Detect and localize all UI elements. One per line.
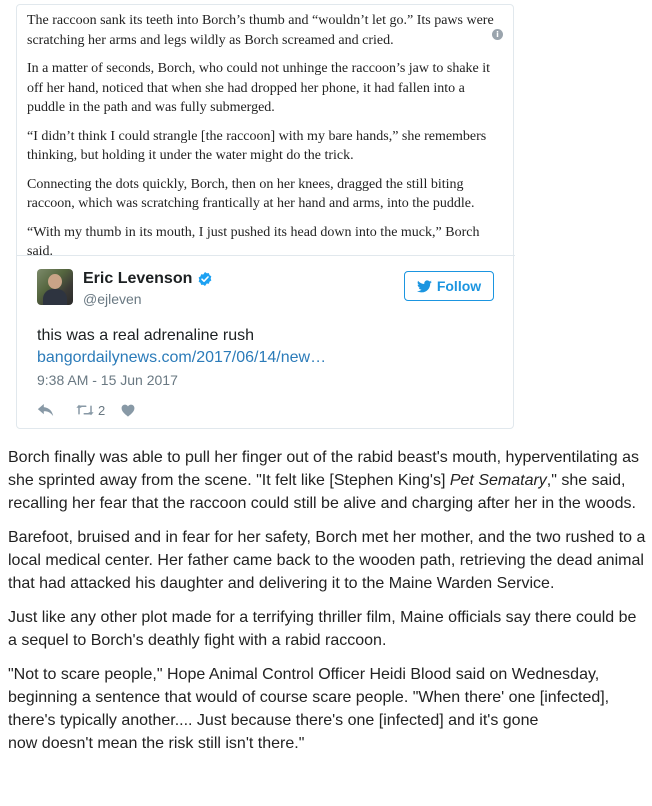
retweet-count: 2 bbox=[98, 402, 106, 418]
info-icon[interactable]: i bbox=[492, 29, 503, 40]
retweet-icon[interactable] bbox=[76, 403, 94, 417]
quote-paragraph-1: The raccoon sank its teeth into Borch’s thumb and “wouldn’t let go.” Its paws were scratching her arms and legs wildly as Borch screamed and cried. bbox=[27, 13, 494, 48]
avatar-head-shape bbox=[48, 274, 62, 289]
reply-icon[interactable] bbox=[37, 403, 54, 417]
article-paragraph-1-start: Borch finally was able to pull her finger out of the rabid beast's mouth, hyperventilating as she sprinted away from the scene. "It felt like [Stephen King's] bbox=[8, 449, 639, 489]
quoted-article-excerpt bbox=[27, 11, 505, 271]
author-name[interactable]: Eric Levenson bbox=[83, 270, 193, 287]
tweet-link[interactable]: bangordailynews.com/2017/06/14/new… bbox=[37, 349, 327, 366]
heart-icon[interactable] bbox=[121, 404, 135, 417]
author-handle[interactable]: @ejleven bbox=[83, 291, 142, 307]
article-paragraph-1-end: ," she said, recalling her fear that the raccoon could still be alive and charging after her in the woods. bbox=[8, 472, 636, 512]
quote-paragraph-2: In a matter of seconds, Borch, who could not unhinge the raccoon’s jaw to shake it off her hand, noticed that when she had dropped her phone, it had fallen into a puddle in the path and was fully submerged. bbox=[27, 61, 491, 115]
embedded-tweet-card bbox=[16, 4, 514, 429]
tweet-actions bbox=[37, 401, 135, 419]
tweet-timestamp[interactable]: 9:38 AM - 15 Jun 2017 bbox=[37, 372, 178, 388]
verified-badge-icon bbox=[197, 271, 213, 287]
quote-paragraph-4: Connecting the dots quickly, Borch, then on her knees, dragged the still biting raccoon, which was scratching frantically at her hand and arms, into the puddle. bbox=[27, 176, 475, 211]
quote-paragraph-5: “With my thumb in its mouth, I just pushed its head down into the muck,” Borch said. bbox=[27, 224, 480, 259]
twitter-bird-icon bbox=[417, 280, 432, 293]
article-paragraph-2: Barefoot, bruised and in fear for her safety, Borch met her mother, and the two rushed to a local medical center. Her father came back to the wooden path, retrieving the dead animal that had attacked his daughter and delivering it to the Maine Warden Service. bbox=[8, 529, 646, 592]
follow-label: Follow bbox=[436, 278, 482, 294]
book-title: Pet Sematary bbox=[449, 472, 547, 489]
avatar-body-shape bbox=[43, 289, 67, 305]
article-paragraph-4-line-2: now doesn't mean the risk still isn't there." bbox=[8, 735, 305, 752]
follow-button[interactable] bbox=[404, 271, 494, 301]
quote-paragraph-3: “I didn’t think I could strangle [the raccoon] with my bare hands,” she remembers thinking, but holding it under the water might do the trick. bbox=[27, 128, 487, 163]
article-paragraph-4 bbox=[8, 663, 648, 755]
article-paragraph-1 bbox=[8, 446, 648, 515]
tweet[interactable] bbox=[17, 255, 515, 430]
avatar[interactable] bbox=[37, 269, 73, 305]
article-body bbox=[8, 446, 648, 755]
tweet-text: this was a real adrenaline rush bbox=[37, 327, 255, 344]
article-paragraph-3: Just like any other plot made for a terrifying thriller film, Maine officials say there could be a sequel to Borch's deathly fight with a rabid raccoon. bbox=[8, 609, 637, 649]
article-paragraph-4-line-1: "Not to scare people," Hope Animal Control Officer Heidi Blood said on Wednesday, beginning a sentence that would of course scare people. "When there' one [infected], there's typically another.... Just because there's one [infected] and it's gone bbox=[8, 666, 610, 729]
